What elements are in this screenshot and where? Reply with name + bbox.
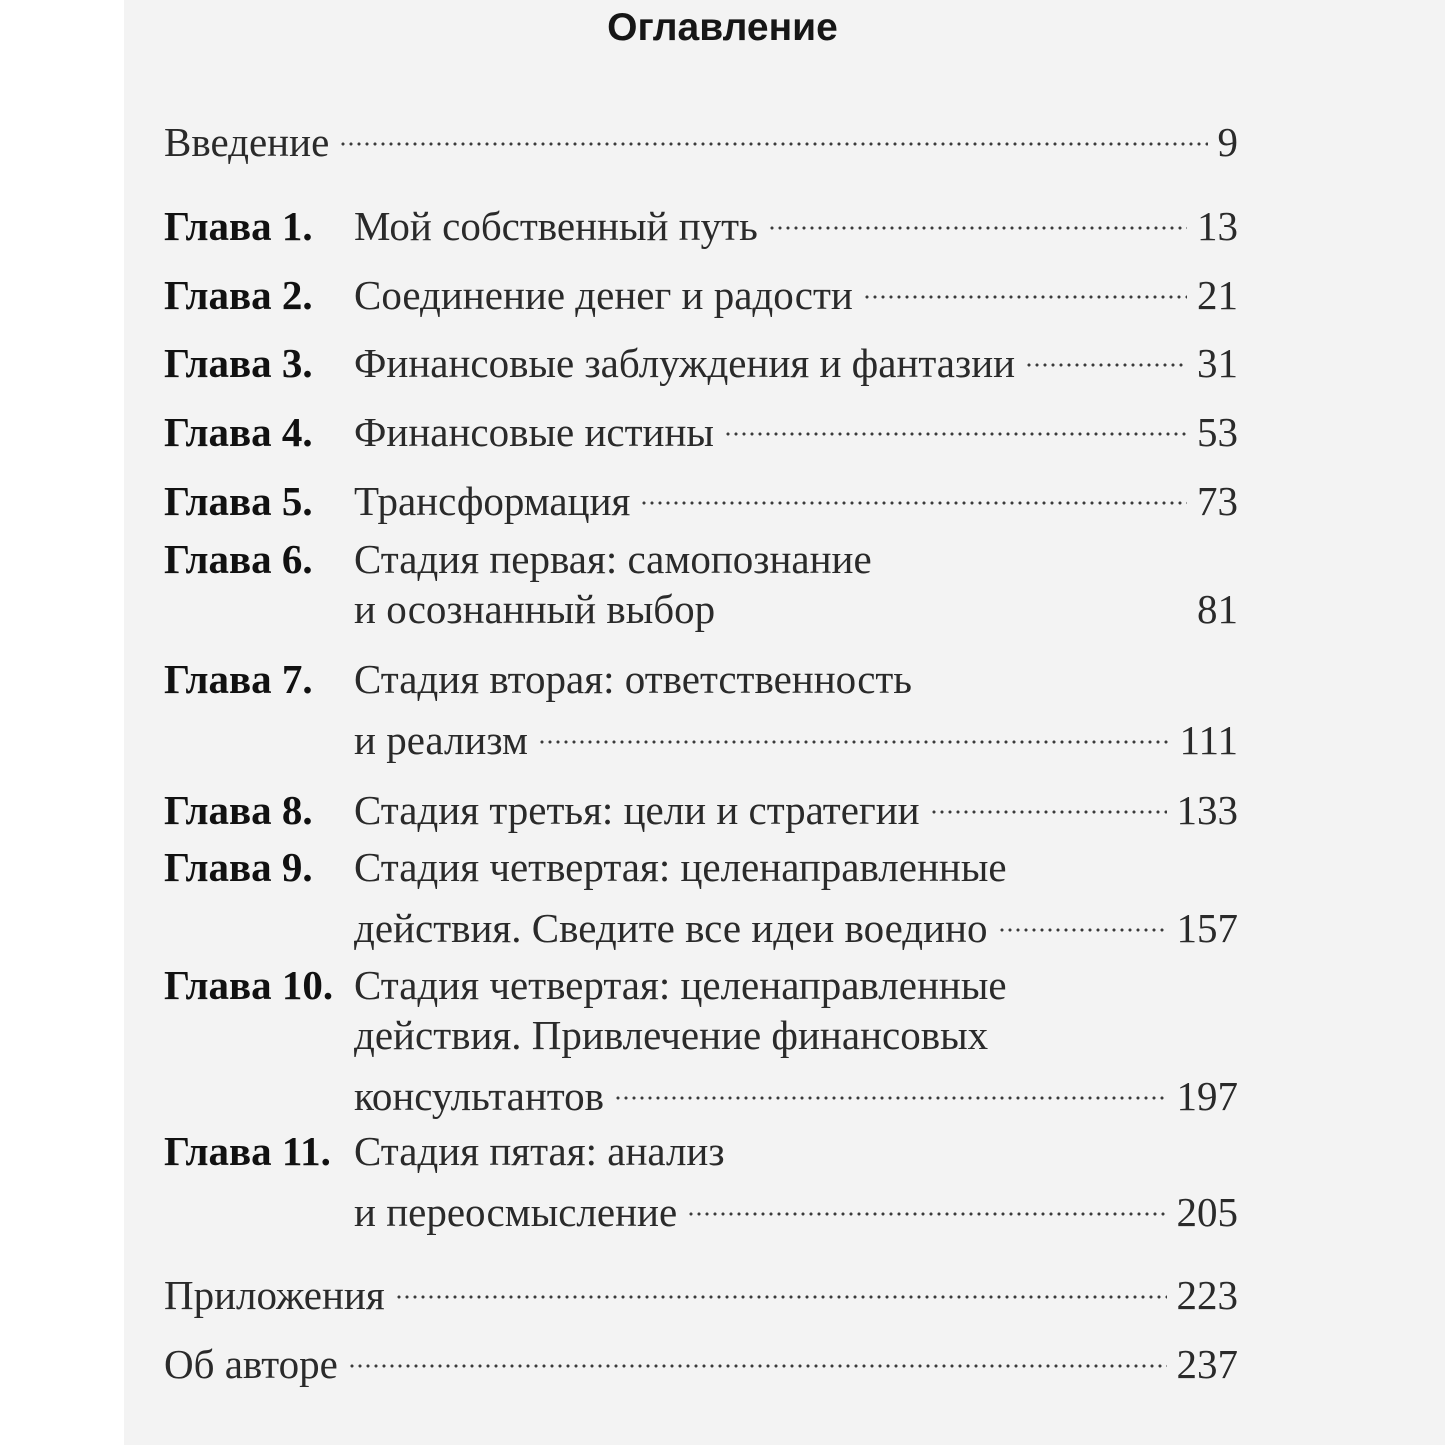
leader-dots xyxy=(724,396,1187,446)
chapter-number: Глава 10. xyxy=(164,962,334,1008)
leader-dots xyxy=(863,259,1187,309)
chapter-number: Глава 5. xyxy=(164,478,313,524)
chapter-number: Глава 8. xyxy=(164,787,313,833)
entry-page: 223 xyxy=(1176,1272,1238,1318)
entry-label: Об авторе xyxy=(164,1341,338,1387)
entry-label: Стадия третья: цели и стратегии xyxy=(354,787,920,833)
entry-page: 9 xyxy=(1217,119,1238,165)
chapter-number: Глава 11. xyxy=(164,1128,331,1174)
entry-page: 237 xyxy=(1176,1341,1238,1387)
toc-entry-chapter-8 xyxy=(164,774,1238,833)
entry-label-line-1: Стадия пятая: анализ xyxy=(354,1128,725,1174)
toc-entry-chapter-5 xyxy=(164,465,1238,524)
entry-label-line-2: действия. Сведите все идеи воедино xyxy=(354,905,988,951)
leader-dots xyxy=(395,1259,1167,1309)
toc-entry-chapter-6 xyxy=(164,534,1238,634)
chapter-number: Глава 3. xyxy=(164,340,313,386)
toc-entry-intro xyxy=(164,106,1238,165)
chapter-number: Глава 2. xyxy=(164,272,313,318)
entry-label: Мой собственный путь xyxy=(354,203,758,249)
entry-page: 73 xyxy=(1197,478,1238,524)
entry-label-line-1: Стадия вторая: ответственность xyxy=(354,656,913,702)
toc-entry-about-author xyxy=(164,1328,1238,1387)
leader-dots xyxy=(1025,327,1187,377)
leader-dots xyxy=(339,106,1207,156)
entry-label-line-1: Стадия четвертая: целенаправленные xyxy=(354,962,1007,1008)
entry-page: 205 xyxy=(1176,1189,1238,1235)
toc-entry-chapter-3 xyxy=(164,327,1238,386)
entry-page: 81 xyxy=(1197,586,1238,632)
entry-label-line-1: Стадия первая: самопознание xyxy=(354,536,872,582)
entry-label: Трансформация xyxy=(354,478,631,524)
toc-entry-appendices xyxy=(164,1259,1238,1318)
toc-title: Оглавление xyxy=(607,6,838,49)
entry-page: 53 xyxy=(1197,409,1238,455)
toc-entry-chapter-9 xyxy=(164,842,1238,951)
leader-dots xyxy=(768,190,1187,240)
toc-entry-chapter-2 xyxy=(164,259,1238,318)
chapter-number: Глава 6. xyxy=(164,536,313,582)
entry-label: Соединение денег и радости xyxy=(354,272,853,318)
entry-page: 111 xyxy=(1179,717,1238,763)
entry-label-line-2: и осознанный выбор xyxy=(354,586,716,632)
entry-label-line-3: консультантов xyxy=(354,1073,605,1119)
entry-page: 157 xyxy=(1176,905,1238,951)
leader-dots xyxy=(348,1328,1167,1378)
entry-label: Введение xyxy=(164,119,330,165)
entry-page: 133 xyxy=(1176,787,1238,833)
leader-dots xyxy=(930,774,1167,824)
toc-entry-chapter-10 xyxy=(164,960,1238,1119)
toc-entry-chapter-4 xyxy=(164,396,1238,455)
entry-page: 13 xyxy=(1197,203,1238,249)
entry-label: Финансовые истины xyxy=(354,409,714,455)
toc-entry-chapter-1 xyxy=(164,190,1238,249)
entry-label-line-2: и переосмысление xyxy=(354,1189,678,1235)
leader-dots xyxy=(614,1060,1166,1110)
entry-label-line-2: и реализм xyxy=(354,717,528,763)
entry-label-line-2: действия. Привлечение финансовых xyxy=(354,1012,989,1058)
leader-dots xyxy=(640,465,1187,515)
chapter-number: Глава 9. xyxy=(164,844,313,890)
chapter-number: Глава 1. xyxy=(164,203,313,249)
chapter-number: Глава 4. xyxy=(164,409,313,455)
entry-label: Приложения xyxy=(164,1272,385,1318)
entry-label-line-1: Стадия четвертая: целенаправленные xyxy=(354,844,1007,890)
toc-entry-chapter-11 xyxy=(164,1126,1238,1235)
leader-dots xyxy=(538,704,1170,754)
leader-dots xyxy=(687,1176,1166,1226)
entry-page: 21 xyxy=(1197,272,1238,318)
entry-label: Финансовые заблуждения и фантазии xyxy=(354,340,1016,386)
entry-page: 197 xyxy=(1176,1073,1238,1119)
leader-dots xyxy=(998,892,1167,942)
chapter-number: Глава 7. xyxy=(164,656,313,702)
entry-page: 31 xyxy=(1197,340,1238,386)
toc-entry-chapter-7 xyxy=(164,654,1238,763)
